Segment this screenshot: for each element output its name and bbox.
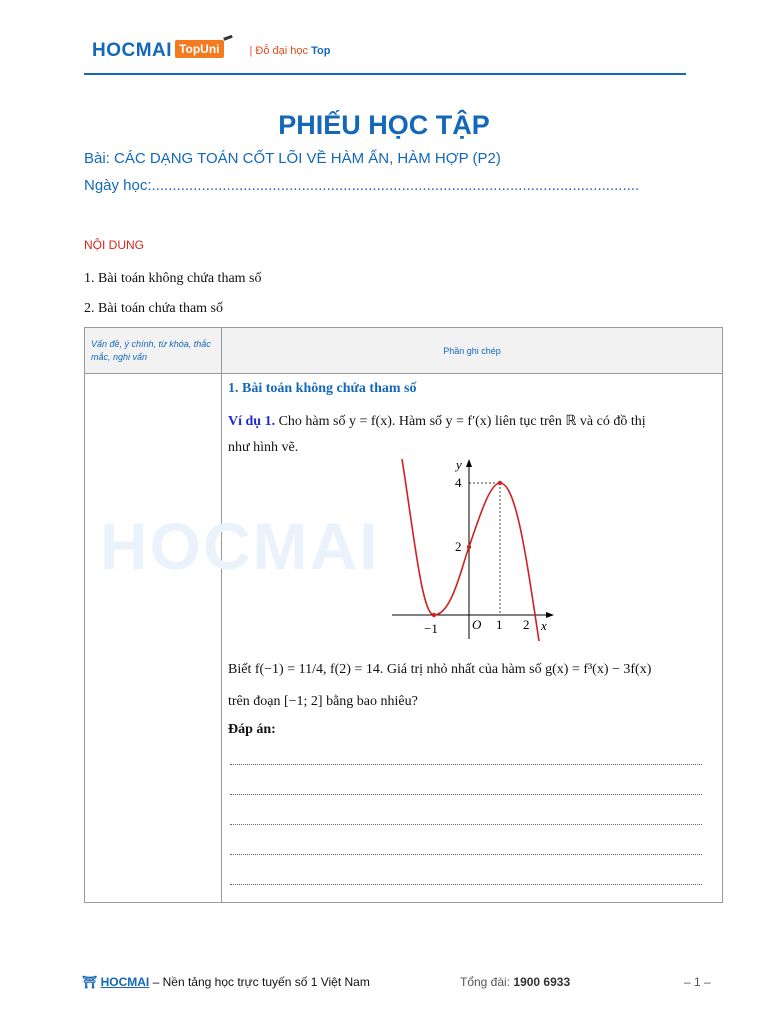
hocmai-footer-icon: ⛩ <box>82 975 98 989</box>
x-arrow <box>546 612 554 618</box>
y-arrow <box>466 459 472 467</box>
answer-line[interactable] <box>230 853 702 855</box>
point-min <box>432 613 436 617</box>
list-item: 2. Bài toán chứa tham số <box>84 301 224 316</box>
x-tick-2: 2 <box>523 617 530 632</box>
logo-badge: TopUni <box>175 40 223 58</box>
example-text: Ví dụ 1. Cho hàm số y = f(x). Hàm số y = f′(x) liên tục trên ℝ và có đồ thị <box>228 414 646 429</box>
example-text-2: như hình vẽ. <box>228 440 299 455</box>
logo: HOCMAI <box>92 40 173 61</box>
content-heading: NỘI DUNG <box>84 238 144 252</box>
answer-line[interactable] <box>230 763 702 765</box>
given-text: Biết f(−1) = 11/4, f(2) = 14. Giá trị nhỏ nhất của hàm số g(x) = f³(x) − 3f(x) <box>228 662 652 677</box>
page-number: – 1 – <box>684 975 711 989</box>
lesson-title: Bài: CÁC DẠNG TOÁN CỐT LÕI VỀ HÀM ẨN, HÀM HỢP (P2) <box>84 150 501 167</box>
x-tick-1: 1 <box>496 617 503 632</box>
footer-brand: ⛩ HOCMAI – Nền tảng học trực tuyến số 1 Việt Nam <box>82 975 370 989</box>
date-line: Ngày học:..................................................................................................................... <box>84 177 640 194</box>
col1-header: Vấn đề, ý chính, từ khóa, thắc mắc, nghi vấn <box>85 328 222 374</box>
derivative-graph <box>392 455 558 641</box>
answer-label: Đáp án: <box>228 722 276 737</box>
answer-line[interactable] <box>230 793 702 795</box>
y-tick-4: 4 <box>455 475 462 490</box>
answer-line[interactable] <box>230 823 702 825</box>
section-title: 1. Bài toán không chứa tham số <box>228 381 417 396</box>
footer-hotline: Tổng đài: 1900 6933 <box>460 975 571 989</box>
page-title: PHIẾU HỌC TẬP <box>278 110 490 140</box>
header-divider <box>84 73 686 75</box>
y-tick-2: 2 <box>455 539 462 554</box>
header <box>92 36 330 66</box>
y-label: y <box>456 457 462 472</box>
point-y2 <box>467 545 471 549</box>
answer-line[interactable] <box>230 883 702 885</box>
watermark: HOCMAI <box>100 509 380 583</box>
col2-header: Phần ghi chép <box>222 328 723 374</box>
given-text-2: trên đoạn [−1; 2] bằng bao nhiêu? <box>228 694 418 709</box>
derivative-curve <box>402 459 539 641</box>
notes-column <box>85 374 222 903</box>
graduation-cap-icon <box>223 35 236 49</box>
list-item: 1. Bài toán không chứa tham số <box>84 271 262 286</box>
tagline: | Đỗ đại học Top <box>249 45 331 57</box>
point-max <box>498 481 502 485</box>
x-tick-neg1: −1 <box>424 621 438 636</box>
x-label: x <box>541 618 547 633</box>
origin-label: O <box>472 617 482 632</box>
